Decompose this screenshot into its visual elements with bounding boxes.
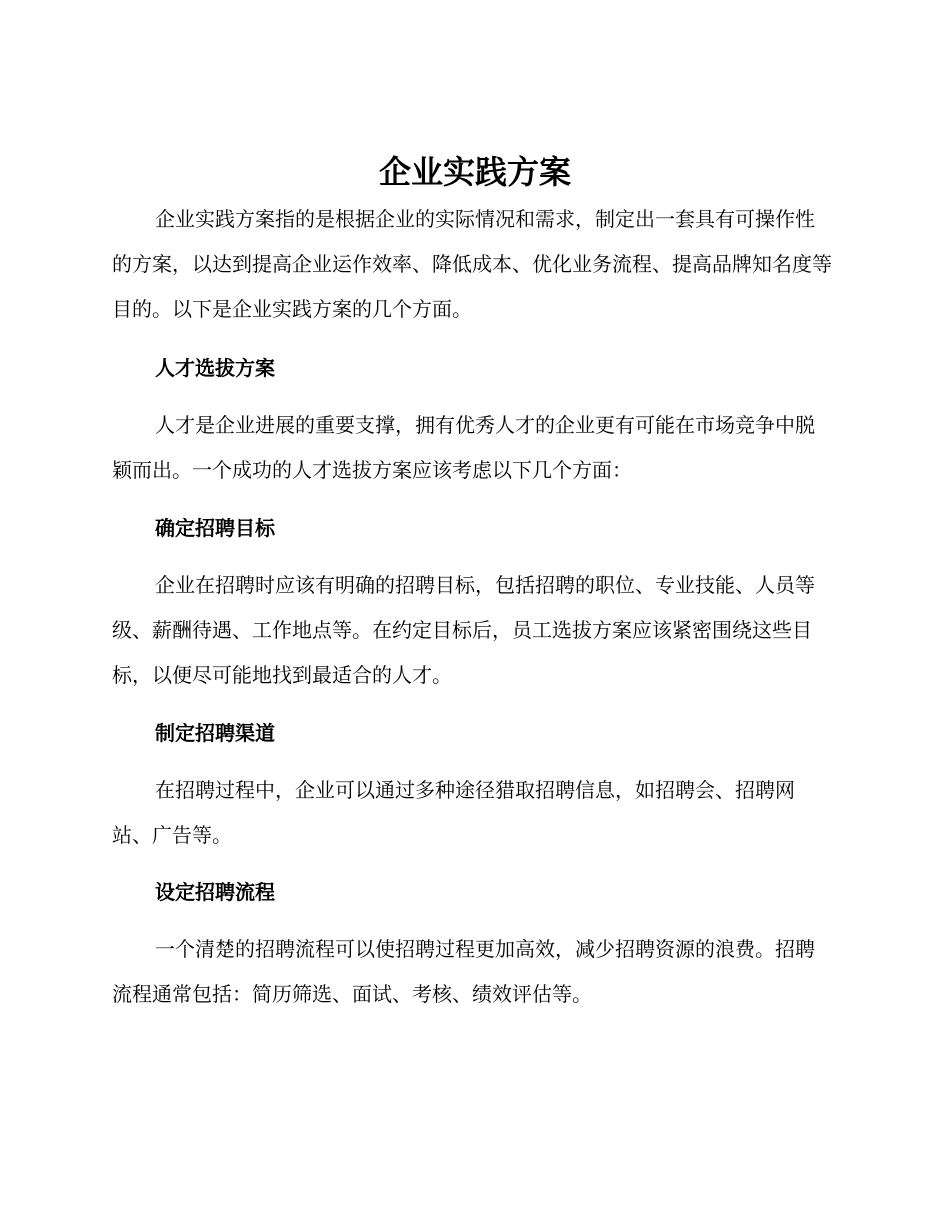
document-title: 企业实践方案 (378, 153, 571, 191)
talent-selection-paragraph: 人才是企业进展的重要支撑，拥有优秀人才的企业更有可能在市场竞争中脱颖而出。一个成功的人才选拔方案应该考虑以下几个方面： (112, 413, 815, 482)
subsection-heading-recruitment-goal: 确定招聘目标 (155, 516, 275, 540)
recruitment-goal-paragraph: 企业在招聘时应该有明确的招聘目标，包括招聘的职位、专业技能、人员等级、薪酬待遇、工作地点等。在约定目标后，员工选拔方案应该紧密围绕这些目标，以便尽可能地找到最适合的人才。 (112, 573, 815, 687)
subsection-heading-recruitment-process: 设定招聘流程 (155, 880, 275, 904)
recruitment-process-paragraph: 一个清楚的招聘流程可以使招聘过程更加高效，减少招聘资源的浪费。招聘流程通常包括：简历筛选、面试、考核、绩效评估等。 (112, 937, 815, 1006)
subsection-heading-recruitment-channel: 制定招聘渠道 (155, 721, 275, 745)
intro-paragraph: 企业实践方案指的是根据企业的实际情况和需求，制定出一套具有可操作性的方案，以达到提高企业运作效率、降低成本、优化业务流程、提高品牌知名度等目的。以下是企业实践方案的几个方面。 (112, 207, 832, 321)
recruitment-channel-paragraph: 在招聘过程中，企业可以通过多种途径猎取招聘信息，如招聘会、招聘网站、广告等。 (112, 778, 795, 847)
section-heading-talent-selection: 人才选拔方案 (155, 356, 275, 380)
